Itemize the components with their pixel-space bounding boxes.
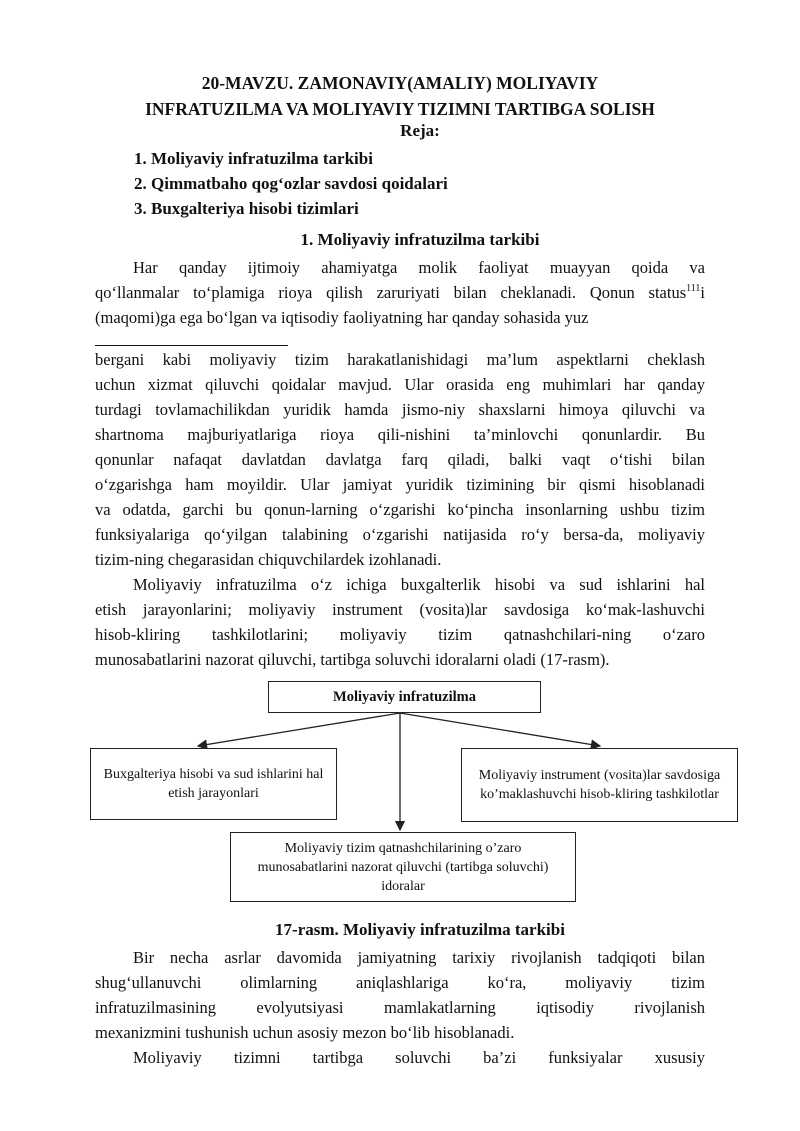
paragraph-5: [95, 1045, 705, 1070]
paragraph-line: etish jarayonlarini; moliyaviy instrument (vosita)lar savdosiga ko‘mak-lashuvchi: [95, 600, 705, 619]
figure-caption: 17-rasm. Moliyaviy infratuzilma tarkibi: [275, 920, 565, 939]
paragraph-line: mexanizmini tushunish uchun asosiy mezon bo‘lib hisoblanadi.: [95, 1023, 515, 1042]
paragraph-line: hisob-kliring tashkilotlarini; moliyaviy tizim qatnashchilari-ning o‘zaro: [95, 625, 705, 644]
section-heading: 1. Moliyaviy infratuzilma tarkibi: [300, 230, 540, 249]
plan-item: 2. Qimmatbaho qog‘ozlar savdosi qoidalari: [134, 174, 448, 193]
paragraph-line: uchun xizmat qiluvchi qoidalar mavjud. Ular orasida eng muhimlari har qanday: [95, 375, 705, 394]
diagram-right-box: Moliyaviy instrument (vosita)lar savdosiga ko’maklashuvchi hisob-kliring tashkilotlar: [461, 748, 738, 822]
paragraph-4: [95, 945, 705, 1045]
paragraph-line: Har qanday ijtimoiy ahamiyatga molik faoliyat muayyan qoida va: [133, 258, 705, 277]
paragraph-line: funksiyalariga qo‘yilgan talabining o‘zgarishi natijasida ro‘y bersa-da, moliyaviy: [95, 525, 705, 544]
paragraph-line: tizim-ning chegarasidan chiquvchilardek izohlanadi.: [95, 550, 442, 569]
paragraph-line: (maqomi)ga ega bo‘lgan va iqtisodiy faoliyatning har qanday sohasida yuz: [95, 308, 589, 327]
title-line-1: 20-MAVZU. ZAMONAVIY(AMALIY) MOLIYAVIY: [201, 73, 599, 93]
paragraph-line: Moliyaviy infratuzilma o‘z ichiga buxgalterlik hisobi va sud ishlarini hal: [133, 575, 705, 594]
paragraph-line: Bir necha asrlar davomida jamiyatning tarixiy rivojlanish tadqiqoti bilan: [133, 948, 705, 967]
arrow-to-left-box: [198, 713, 400, 746]
arrow-to-right-box: [400, 713, 600, 746]
diagram-top-box: Moliyaviy infratuzilma: [268, 681, 541, 713]
diagram-bottom-box: Moliyaviy tizim qatnashchilarining o’zaro munosabatlarini nazorat qiluvchi (tartibga soluvchi) idoralar: [230, 832, 576, 902]
paragraph-line: shug‘ullanuvchi olimlarning aniqlashlariga ko‘ra, moliyaviy tizim: [95, 973, 705, 992]
paragraph-line: va odatda, garchi bu qonun-larning o‘zgarishi ko‘pincha insonlarning ushbu tizim: [95, 500, 705, 519]
paragraph-line: Moliyaviy tizimni tartibga soluvchi ba’zi funksiyalar xususiy: [133, 1048, 705, 1067]
footnote-marker: 111: [686, 283, 701, 294]
paragraph-line: bergani kabi moliyaviy tizim harakatlanishidagi ma’lum aspektlarni cheklash: [95, 350, 705, 369]
paragraph-line: turdagi tovlamachilikdan yuridik hamda jismo-niy shaxslarni himoya qiluvchi va: [95, 400, 705, 419]
paragraph-line: qo‘llanmalar to‘plamiga rioya qilish zaruriyati bilan cheklanadi. Qonun status$^{111}$i: [95, 283, 705, 302]
plan-item: 3. Buxgalteriya hisobi tizimlari: [134, 199, 359, 218]
paragraph-line: munosabatlarini nazorat qiluvchi, tartibga soluvchi idoralarni oladi (17-rasm).: [95, 650, 610, 669]
title-line-2: INFRATUZILMA VA MOLIYAVIY TIZIMNI TARTIBGA SOLISH: [145, 99, 655, 119]
plan-heading: Reja:: [400, 121, 440, 140]
paragraph-line: infratuzilmasining evolyutsiyasi mamlakatlarning iqtisodiy rivojlanish: [95, 998, 705, 1017]
paragraph-line: o‘zgarishga ham moyildir. Ular jamiyat yuridik tizimining bir qismi hisoblanadi: [95, 475, 705, 494]
diagram-left-box: Buxgalteriya hisobi va sud ishlarini hal etish jarayonlari: [90, 748, 337, 820]
paragraph-line: qonunlar nafaqat davlatdan davlatga farq qiladi, balki vaqt o‘tishi bilan: [95, 450, 705, 469]
paragraph-line: shartnoma majburiyatlariga rioya qili-nishini ta’minlovchi qonunlardir. Bu: [95, 425, 705, 444]
plan-item: 1. Moliyaviy infratuzilma tarkibi: [134, 149, 373, 168]
